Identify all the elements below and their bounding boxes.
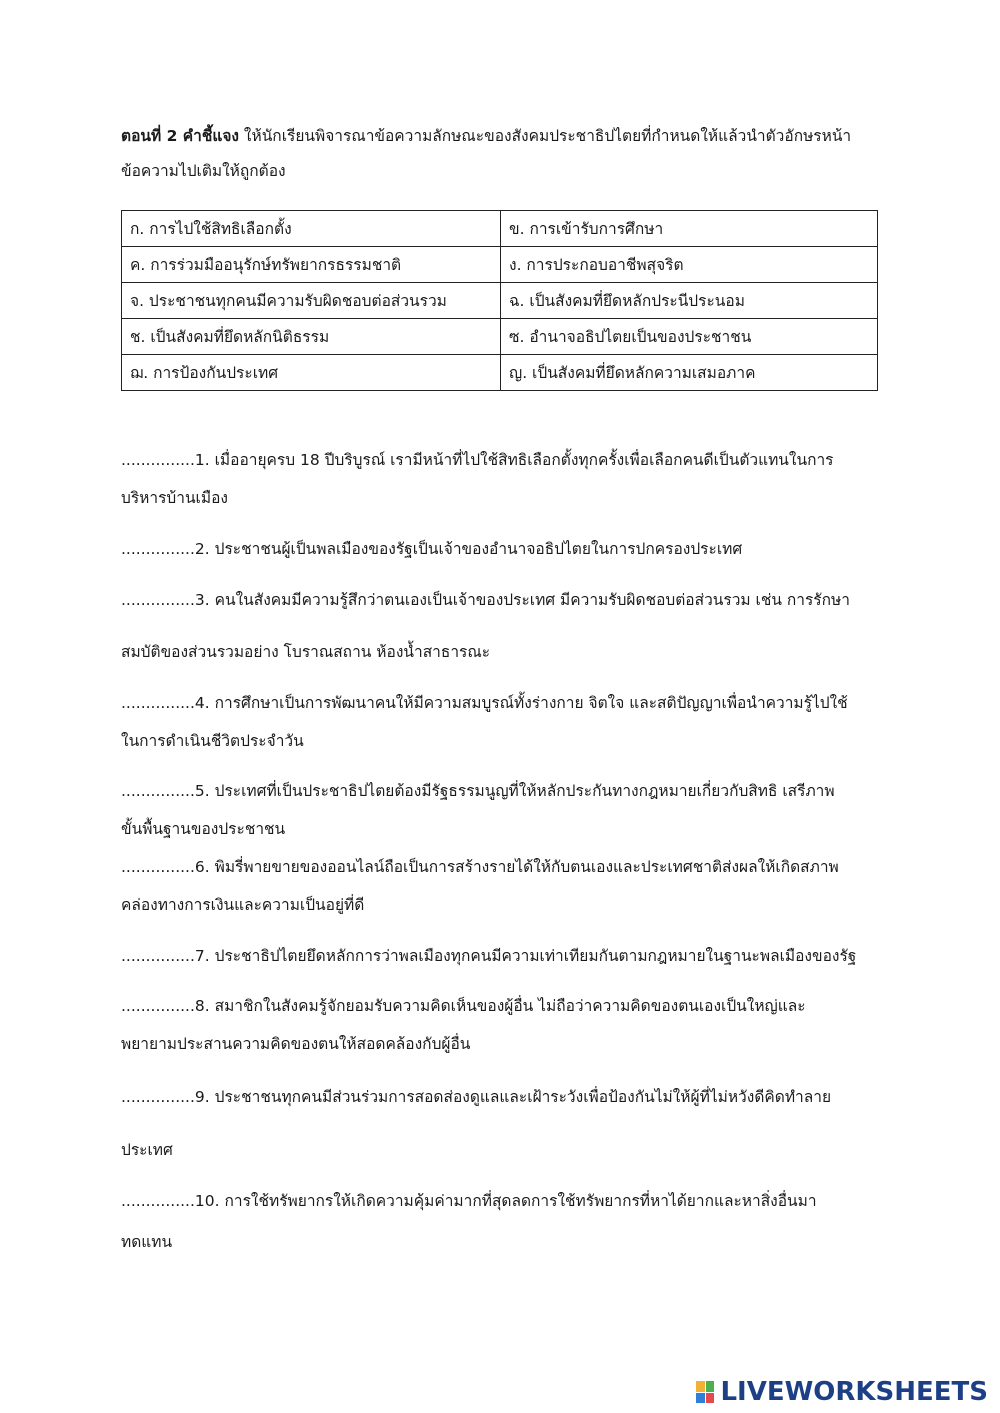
instructions-label: ตอนที่ 2 คำชี้แจง xyxy=(121,127,239,145)
option-cell: ซ. อำนาจอธิปไตยเป็นของประชาชน xyxy=(501,319,878,355)
question-line: ...............3. คนในสังคมมีความรู้สึกว่าตนเองเป็นเจ้าของประเทศ มีความรับผิดชอบต่อส่วนรวม เช่น การรักษา xyxy=(121,591,850,609)
question-line: ...............5. ประเทศที่เป็นประชาธิปไตยต้องมีรัฐธรรมนูญที่ให้หลักประกันทางกฎหมายเกี่ยวกับสิทธิ เสรีภาพ xyxy=(121,782,835,800)
question-6[interactable] xyxy=(121,848,881,924)
question-line: ...............9. ประชาชนทุกคนมีส่วนร่วมการสอดส่องดูแลและเฝ้าระวังเพื่อป้องกันไม่ให้ผู้ที่ไม่หวังดีคิดทำลาย xyxy=(121,1088,832,1106)
option-cell: จ. ประชาชนทุกคนมีความรับผิดชอบต่อส่วนรวม xyxy=(122,283,501,319)
option-cell: ค. การร่วมมืออนุรักษ์ทรัพยากรธรรมชาติ xyxy=(122,247,501,283)
question-10[interactable] xyxy=(121,1182,881,1261)
option-cell: ง. การประกอบอาชีพสุจริต xyxy=(501,247,878,283)
logo-square xyxy=(696,1393,705,1404)
options-row xyxy=(122,247,878,283)
question-2[interactable] xyxy=(121,530,881,568)
options-row xyxy=(122,283,878,319)
question-7[interactable] xyxy=(121,937,881,975)
question-line: ...............8. สมาชิกในสังคมรู้จักยอมรับความคิดเห็นของผู้อื่น ไม่ถือว่าความคิดของตนเองเป็นใหญ่และ xyxy=(121,997,806,1015)
question-line-cont: ประเทศ xyxy=(121,1141,173,1159)
question-line: ...............6. พิมรี่พายขายของออนไลน์ถือเป็นการสร้างรายได้ให้กับตนเองและประเทศชาติส่งผลให้เกิดสภาพ xyxy=(121,858,839,876)
question-line-cont: สมบัติของส่วนรวมอย่าง โบราณสถาน ห้องน้ำสาธารณะ xyxy=(121,643,491,661)
question-line: ...............1. เมื่ออายุครบ 18 ปีบริบูรณ์ เรามีหน้าที่ไปใช้สิทธิเลือกตั้งทุกครั้งเพื่อเลือกคนดีเป็นตัวแทนในการ xyxy=(121,451,834,469)
question-line-cont: บริหารบ้านเมือง xyxy=(121,489,228,507)
question-line-cont: ขั้นพื้นฐานของประชาชน xyxy=(121,820,286,838)
question-line: ...............2. ประชาชนผู้เป็นพลเมืองของรัฐเป็นเจ้าของอำนาจอธิปไตยในการปกครองประเทศ xyxy=(121,540,743,558)
option-cell: ฌ. การป้องกันประเทศ xyxy=(122,355,501,391)
option-cell: ฉ. เป็นสังคมที่ยึดหลักประนีประนอม xyxy=(501,283,878,319)
question-line-cont: พยายามประสานความคิดของตนให้สอดคล้องกับผู้อื่น xyxy=(121,1035,471,1053)
option-cell: ข. การเข้ารับการศึกษา xyxy=(501,211,878,247)
question-1[interactable] xyxy=(121,441,881,517)
option-cell: ช. เป็นสังคมที่ยึดหลักนิติธรรม xyxy=(122,319,501,355)
logo-square xyxy=(696,1381,705,1392)
options-table xyxy=(121,210,878,391)
liveworksheets-logo xyxy=(696,1377,988,1407)
question-line-cont: คล่องทางการเงินและความเป็นอยู่ที่ดี xyxy=(121,896,365,914)
question-line: ...............7. ประชาธิปไตยยึดหลักการว่าพลเมืองทุกคนมีความเท่าเทียมกันตามกฎหมายในฐานะพลเมืองของรัฐ xyxy=(121,947,857,965)
option-cell: ก. การไปใช้สิทธิเลือกตั้ง xyxy=(122,211,501,247)
options-row xyxy=(122,211,878,247)
logo-mark-icon xyxy=(696,1381,714,1403)
question-line: ...............10. การใช้ทรัพยากรให้เกิดความคุ้มค่ามากที่สุดลดการใช้ทรัพยากรที่หาได้ยากและหาสิ่งอื่นมา xyxy=(121,1192,817,1210)
instructions xyxy=(121,119,881,189)
option-cell: ญ. เป็นสังคมที่ยึดหลักความเสมอภาค xyxy=(501,355,878,391)
question-8[interactable] xyxy=(121,987,881,1063)
options-row xyxy=(122,319,878,355)
logo-square xyxy=(706,1393,715,1404)
question-line: ...............4. การศึกษาเป็นการพัฒนาคนให้มีความสมบูรณ์ทั้งร่างกาย จิตใจ และสติปัญญาเพื่อนำความรู้ไปใช้ xyxy=(121,694,848,712)
question-4[interactable] xyxy=(121,684,881,760)
logo-text: LIVEWORKSHEETS xyxy=(720,1377,988,1407)
question-5[interactable] xyxy=(121,772,881,848)
question-line-cont: ในการดำเนินชีวิตประจำวัน xyxy=(121,732,304,750)
question-line-cont: ทดแทน xyxy=(121,1233,173,1251)
question-9[interactable] xyxy=(121,1078,881,1169)
question-3[interactable] xyxy=(121,581,881,671)
options-row xyxy=(122,355,878,391)
instructions-text: ให้นักเรียนพิจารณาข้อความลักษณะของสังคมประชาธิปไตยที่กำหนดให้แล้วนำตัวอักษรหน้าข้อความไปเติมให้ถูกต้อง xyxy=(121,127,852,180)
logo-square xyxy=(706,1381,715,1392)
